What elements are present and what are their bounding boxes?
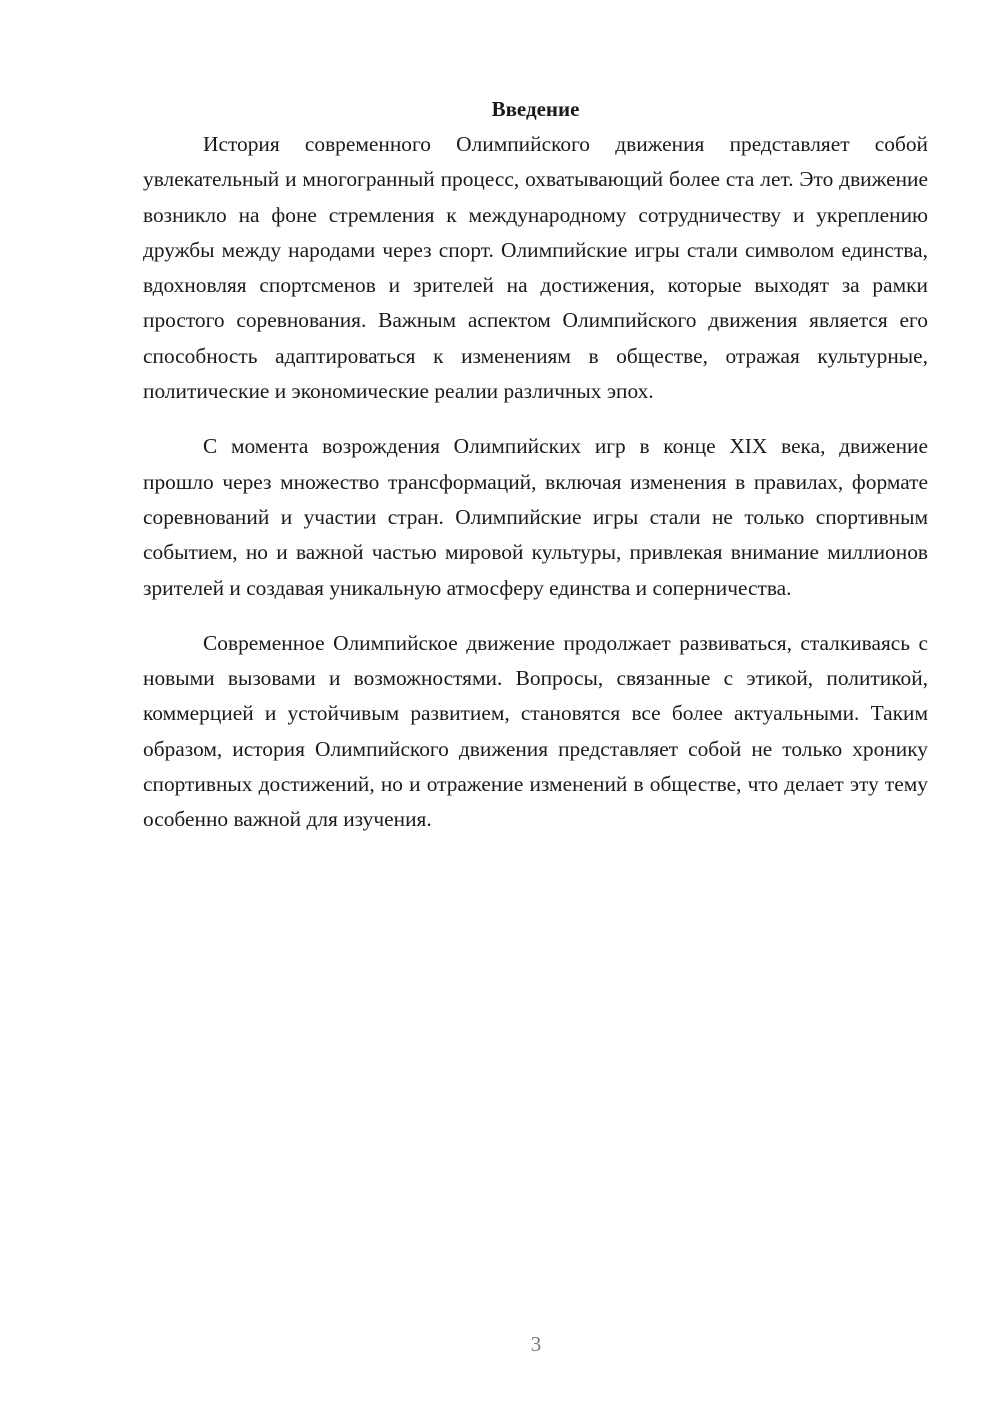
page-number: 3 [530, 1332, 542, 1356]
section-title: Введение [491, 97, 580, 121]
paragraph-2: С момента возрождения Олимпийских игр в конце XIX века, движение прошло через множество трансформаций, включая изменения в правилах, формате соревнований и участии стран. Олимпийские игры стали не только спортивным событием, но и важной частью мировой культуры, привлекая внимание миллионов зрителей и создавая уникальную атмосферу единства и соперничества. [143, 434, 928, 600]
page-content [143, 92, 928, 858]
paragraph-1: История современного Олимпийского движения представляет собой увлекательный и многогранный процесс, охватывающий более ста лет. Это движение возникло на фоне стремления к международному сотрудничеству и укреплению дружбы между народами через спорт. Олимпийские игры стали символом единства, вдохновляя спортсменов и зрителей на достижения, которые выходят за рамки простого соревнования. Важным аспектом Олимпийского движения является его способность адаптироваться к изменениям в обществе, отражая культурные, политические и экономические реалии различных эпох. [143, 132, 928, 404]
paragraph-3: Современное Олимпийское движение продолжает развиваться, сталкиваясь с новыми вызовами и возможностями. Вопросы, связанные с этикой, политикой, коммерцией и устойчивым развитием, становятся все более актуальными. Таким образом, история Олимпийского движения представляет собой не только хронику спортивных достижений, но и отражение изменений в обществе, что делает эту тему особенно важной для изучения. [143, 630, 928, 832]
